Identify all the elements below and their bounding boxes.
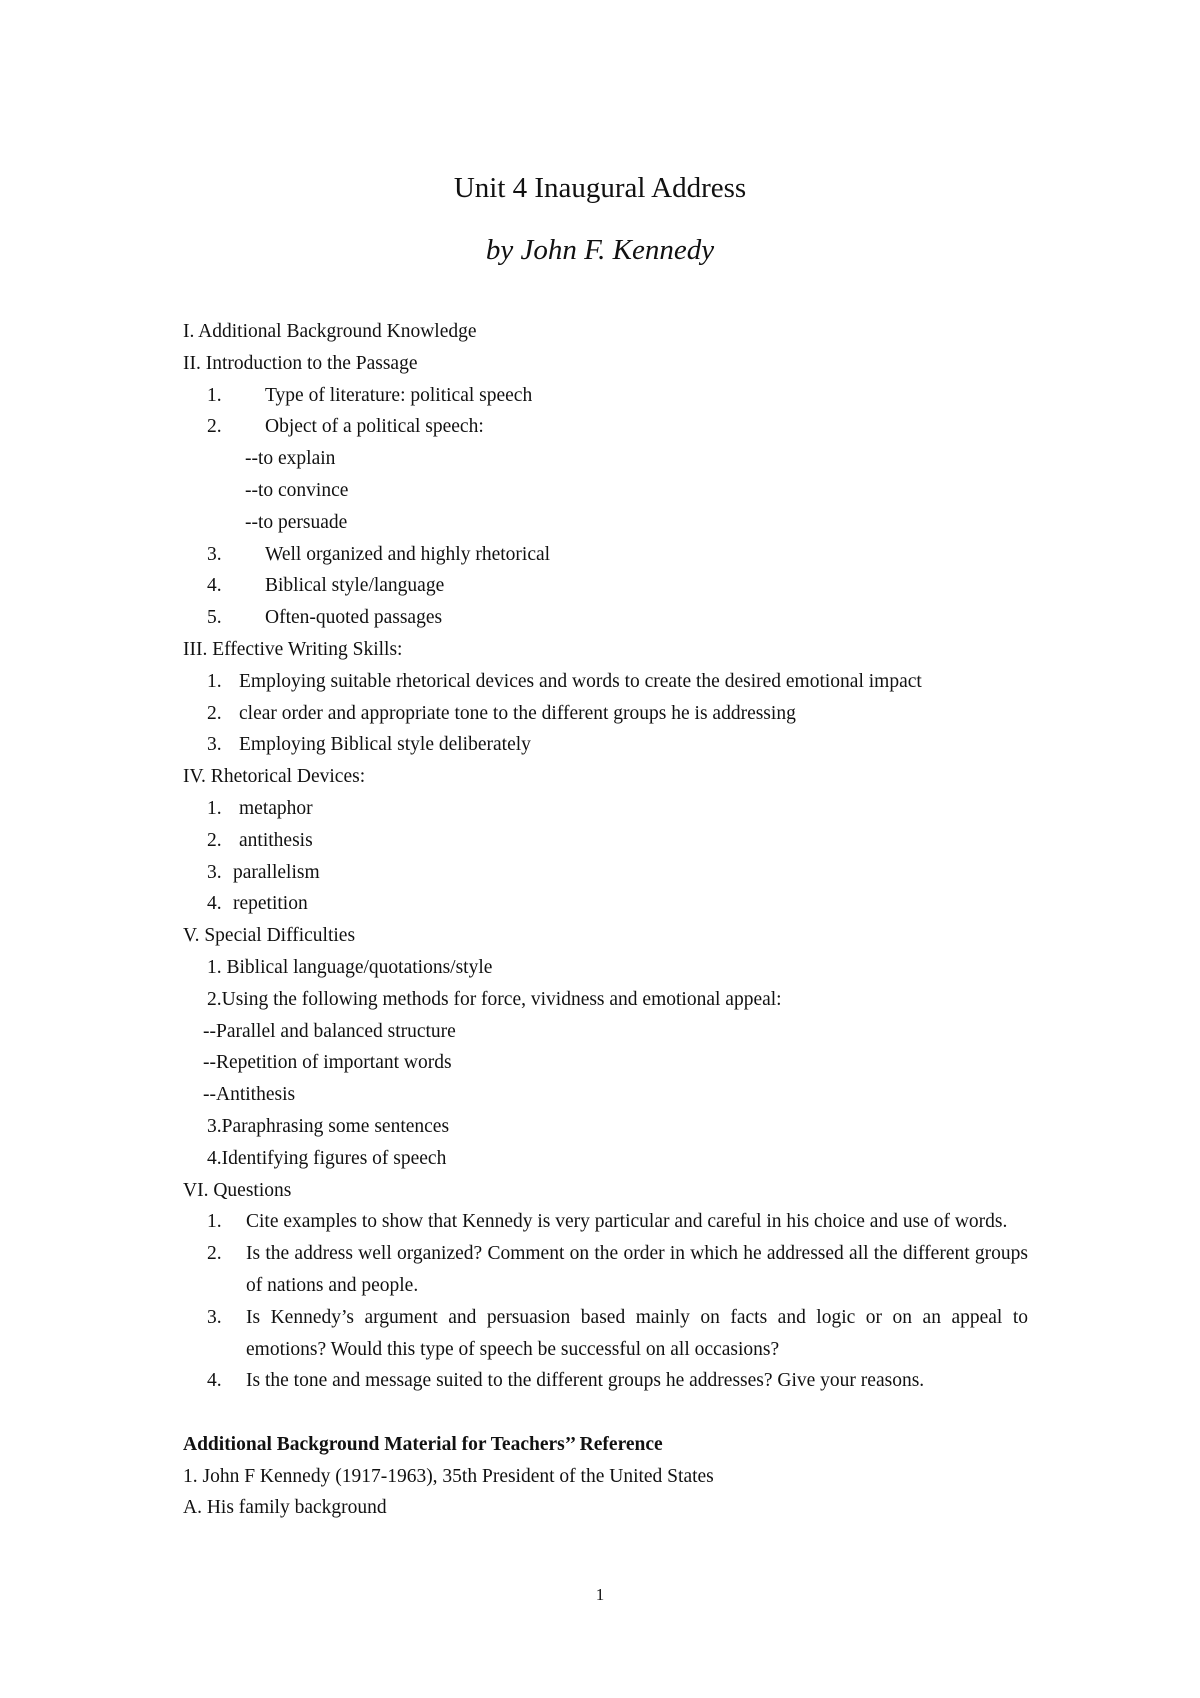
question-item [183,1238,1028,1302]
question-text: Is Kennedy’s argument and persuasion based mainly on facts and logic or on an appeal to emotions? Would this type of speech be successful on all occasions? [246,1306,1028,1360]
question-text: Cite examples to show that Kennedy is very particular and careful in his choice and use of words. [246,1211,1008,1233]
background-line: 1. John F Kennedy (1917-1963), 35th President of the United States [183,1465,714,1487]
list-number: 3. [207,734,222,756]
list-item: 1. Biblical language/quotations/style [207,956,493,978]
list-text: Employing suitable rhetorical devices and words to create the desired emotional impact [239,670,922,692]
list-number: 5. [207,607,222,629]
list-number: 3. [207,543,222,565]
list-item [183,888,1028,920]
page-number: 1 [595,1585,605,1604]
list-text: Object of a political speech: [265,416,484,438]
list-item [183,380,1028,412]
question-text: Is the tone and message suited to the different groups he addresses? Give your reasons. [246,1370,925,1392]
list-text: Employing Biblical style deliberately [239,734,531,756]
list-text: Biblical style/language [265,575,445,597]
sub-item: --to explain [245,448,336,470]
question-item [183,1302,1028,1366]
list-text: parallelism [233,861,320,883]
list-number: 1. [207,797,222,819]
list-item [183,539,1028,571]
list-text: metaphor [239,797,313,819]
question-text: Is the address well organized? Comment on the order in which he addressed all the different groups of nations and people. [246,1243,1028,1296]
blank-line [183,1397,1028,1429]
background-heading: Additional Background Material for Teachers’’ Reference [183,1433,663,1455]
list-text: Often-quoted passages [265,607,443,629]
list-item [183,602,1028,634]
list-number: 2. [207,1243,222,1265]
question-item [183,1206,1028,1238]
sub-item: --Repetition of important words [203,1052,452,1074]
document-title: Unit 4 Inaugural Address [453,172,747,204]
list-item [183,825,1028,857]
section-heading: II. Introduction to the Passage [183,352,418,374]
list-item [183,729,1028,761]
document-subtitle: by John F. Kennedy [485,234,715,266]
sub-item: --to convince [245,479,349,501]
list-item: 2.Using the following methods for force, vividness and emotional appeal: [207,988,782,1010]
question-item [183,1365,1028,1397]
section-heading: III. Effective Writing Skills: [183,638,403,660]
list-item [183,793,1028,825]
list-number: 4. [207,575,222,597]
list-number: 1. [207,384,222,406]
list-number: 2. [207,416,222,438]
document-body [183,316,1028,1524]
list-text: Type of literature: political speech [265,384,533,406]
section-heading: V. Special Difficulties [183,925,356,947]
sub-item: --Parallel and balanced structure [203,1020,456,1042]
sub-item: --to persuade [245,511,348,533]
list-item [183,857,1028,889]
list-number: 2. [207,702,222,724]
background-line: A. His family background [183,1497,387,1519]
list-item [183,666,1028,698]
list-item: 3.Paraphrasing some sentences [207,1115,450,1137]
list-number: 4. [207,893,222,915]
list-item: 4.Identifying figures of speech [207,1147,447,1169]
list-text: Well organized and highly rhetorical [265,543,551,565]
list-number: 2. [207,829,222,851]
list-number: 3. [207,861,222,883]
section-heading: I. Additional Background Knowledge [183,321,477,342]
list-number: 1. [207,670,222,692]
section-heading: IV. Rhetorical Devices: [183,766,366,788]
list-text: repetition [233,893,308,915]
section-heading: VI. Questions [183,1179,292,1201]
list-number: 4. [207,1370,222,1392]
list-item [183,411,1028,443]
list-number: 3. [207,1306,222,1328]
list-item [183,570,1028,602]
list-number: 1. [207,1211,222,1233]
list-text: antithesis [239,829,313,851]
list-item [183,698,1028,730]
list-text: clear order and appropriate tone to the different groups he is addressing [239,702,796,724]
sub-item: --Antithesis [203,1084,296,1106]
